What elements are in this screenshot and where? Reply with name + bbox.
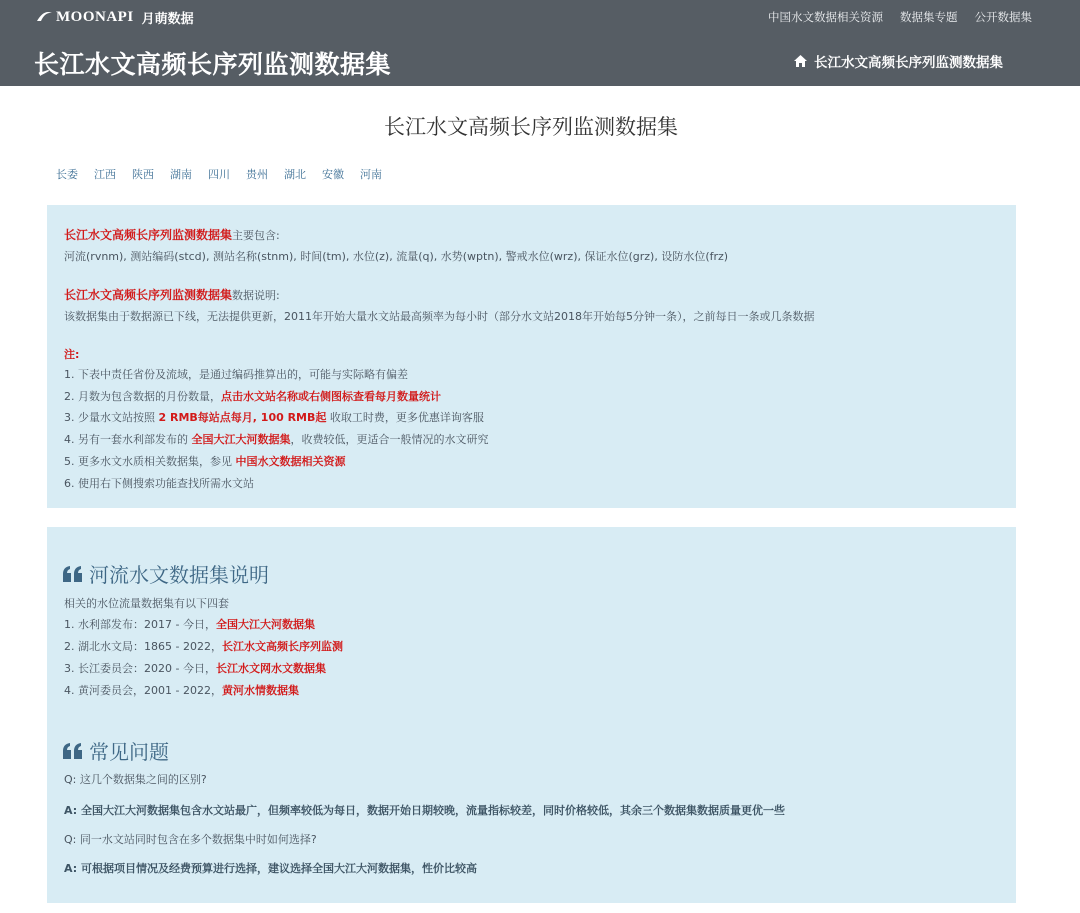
info-panel (47, 527, 1016, 903)
faq-question: Q: 同一水文站同时包含在多个数据集中时如何选择? (64, 833, 317, 846)
breadcrumb-label: 长江水文高频长序列监测数据集 (814, 55, 1003, 71)
note-text: 收取工时费，更多优惠详询客服 (326, 411, 484, 424)
note-text: ，收费较低，更适合一般情况的水文研究 (290, 433, 489, 446)
desc-title-line (64, 286, 280, 303)
tab-anhui[interactable]: 安徽 (322, 168, 344, 181)
quote-icon (63, 743, 83, 759)
yangtze-web-link[interactable]: 长江水文网水文数据集 (215, 662, 326, 675)
dataset-name: 长江水文高频长序列监测数据集 (64, 228, 233, 242)
note-item (64, 409, 484, 425)
nav-link-topics[interactable]: 数据集专题 (900, 10, 958, 24)
site-title: 长江水文高频长序列监测数据集 (34, 50, 392, 79)
dataset-name-2: 长江水文高频长序列监测数据集 (64, 288, 233, 302)
yellow-river-link[interactable]: 黄河水情数据集 (221, 684, 299, 697)
river-item (64, 682, 299, 698)
river-item-text: 4. 黄河委员会，2001 - 2022， (64, 684, 222, 697)
tab-hubei[interactable]: 湖北 (284, 168, 306, 181)
intro-panel (47, 205, 1016, 508)
river-item (64, 616, 315, 632)
faq-answer: A: 全国大江大河数据集包含水文站最广，但频率较低为每日，数据开始日期较晚，流量指标较差，同时价格较低，其余三个数据集数据质量更优一些 (64, 804, 785, 817)
note-item (64, 431, 489, 447)
river-subtitle: 相关的水位流量数据集有以下四套 (64, 597, 229, 610)
monthly-stats-link[interactable]: 点击水文站名称或右侧图标查看每月数量统计 (221, 390, 441, 403)
province-tabs (56, 166, 398, 182)
national-dataset-link[interactable]: 全国大江大河数据集 (191, 433, 291, 446)
note-text: 2. 月数为包含数据的月份数量， (64, 390, 221, 403)
river-item-text: 1. 水利部发布：2017 - 今日， (64, 618, 216, 631)
logo[interactable] (34, 4, 194, 30)
note-text: 1. 下表中责任省份及流域，是通过编码推算出的，可能与实际略有偏差 (64, 368, 408, 381)
price-text: 2 RMB每站点每月, 100 RMB起 (158, 411, 327, 424)
note-text: 4. 另有一套水利部发布的 (64, 433, 192, 446)
fields-text: 河流(rvnm), 测站编码(stcd), 测站名称(stnm), 时间(tm), 水位(z), 流量(q), 水势(wptn), 警戒水位(wrz), 保证水位(grz), 设防水位(frz) (64, 250, 729, 263)
faq-question: Q: 这几个数据集之间的区别? (64, 773, 207, 786)
note-text: 6. 使用右下侧搜索功能查找所需水文站 (64, 477, 254, 490)
home-icon (794, 55, 807, 67)
river-item-text: 3. 长江委员会：2020 - 今日， (64, 662, 216, 675)
tab-henan[interactable]: 河南 (360, 168, 382, 181)
quote-icon (63, 566, 83, 582)
tab-sichuan[interactable]: 四川 (208, 168, 230, 181)
yangtze-highfreq-link[interactable]: 长江水文高频长序列监测 (221, 640, 343, 653)
tab-hunan[interactable]: 湖南 (170, 168, 192, 181)
river-item-text: 2. 湖北水文局：1865 - 2022， (64, 640, 222, 653)
note-item (64, 475, 254, 491)
note-text: 5. 更多水文水质相关数据集，参见 (64, 455, 236, 468)
moon-logo-icon (34, 7, 54, 27)
note-item (64, 453, 346, 469)
page-title: 长江水文高频长序列监测数据集 (384, 115, 678, 139)
note-item (64, 366, 408, 382)
river-section-title (63, 559, 269, 588)
logo-cn-text: 月萌数据 (141, 11, 194, 27)
faq-section-title (63, 736, 169, 765)
tab-guizhou[interactable]: 贵州 (246, 168, 268, 181)
logo-text: MOONAPI (56, 8, 134, 25)
nav-link-resources[interactable]: 中国水文数据相关资源 (768, 10, 883, 24)
tab-jiangxi[interactable]: 江西 (94, 168, 116, 181)
note-item (64, 388, 441, 404)
desc-text: 该数据集由于数据源已下线，无法提供更新，2011年开始大量水文站最高频率为每小时（部分水文站2018年开始每5分钟一条），之前每日一条或几条数据 (64, 310, 815, 323)
river-item (64, 638, 343, 654)
note-text: 3. 少量水文站按照 (64, 411, 159, 424)
river-item (64, 660, 326, 676)
intro-title-line (64, 226, 280, 243)
top-header (0, 0, 1080, 86)
note-label: 注: (64, 348, 80, 361)
resources-link[interactable]: 中国水文数据相关资源 (235, 455, 346, 468)
intro-title-suffix: 主要包含: (232, 229, 280, 242)
national-dataset-link[interactable]: 全国大江大河数据集 (215, 618, 315, 631)
breadcrumb[interactable] (794, 51, 1003, 71)
desc-title-suffix: 数据说明: (232, 289, 280, 302)
river-title-text: 河流水文数据集说明 (89, 563, 269, 587)
tab-changwei[interactable]: 长委 (56, 168, 78, 181)
faq-answer: A: 可根据项目情况及经费预算进行选择，建议选择全国大江大河数据集，性价比较高 (64, 862, 477, 875)
faq-title-text: 常见问题 (89, 740, 169, 764)
tab-shaanxi[interactable]: 陕西 (132, 168, 154, 181)
nav-link-public-datasets[interactable]: 公开数据集 (974, 10, 1032, 24)
top-nav (768, 9, 1032, 25)
